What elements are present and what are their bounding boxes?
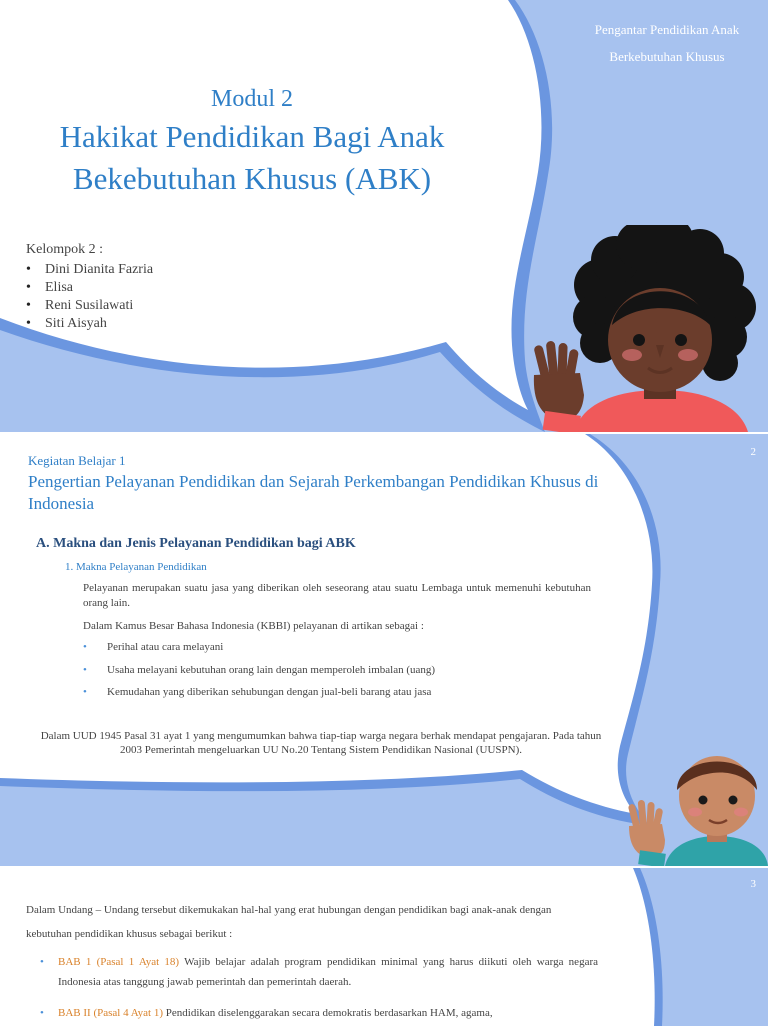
waving-hand <box>533 341 584 432</box>
page-number: 3 <box>750 878 756 890</box>
member-item: • Elisa <box>26 279 153 297</box>
law-text: Wajib belajar adalah program pendidikan minimal yang harus diikuti oleh warga negara Indonesia atas tanggung jawab pemerintah dan pemerintah daerah. <box>58 956 598 988</box>
uud-paragraph: Dalam UUD 1945 Pasal 31 ayat 1 yang mengumumkan bahwa tiap-tiap warga negara berhak mendapat pengajaran. Pada tahun 2003 Pemerintah mengeluarkan UU No.20 Tentang Sistem Pendidikan Nasional (UUSPN). <box>40 730 602 756</box>
section-a-heading: A. Makna dan Jenis Pelayanan Pendidikan bagi ABK <box>36 536 356 551</box>
law-bullet-list <box>40 952 598 1026</box>
slide-1 <box>0 0 768 432</box>
slide-2-title: Pengertian Pelayanan Pendidikan dan Sejarah Perkembangan Pendidikan Khusus di Indonesia <box>28 472 599 513</box>
paragraph-kbbi: Dalam Kamus Besar Bahasa Indonesia (KBBI) pelayanan di artikan sebagai : <box>83 620 424 632</box>
waving-hand <box>628 800 666 866</box>
member-item: • Reni Susilawati <box>26 297 153 315</box>
list-item <box>40 1003 598 1023</box>
list-item: • Perihal atau cara melayani <box>83 640 591 655</box>
title-line-2: Bekebutuhan Khusus (ABK) <box>72 161 432 196</box>
kegiatan-label: Kegiatan Belajar 1 <box>28 453 126 468</box>
waving-boy-illustration <box>625 744 768 866</box>
slide-3-intro: Dalam Undang – Undang tersebut dikemukakan hal-hal yang erat hubungan dengan pendidikan bagi anak-anak dengan kebutuhan pendidikan khusus sebagai berikut : <box>26 904 552 940</box>
slide-1-title <box>0 116 504 200</box>
kbbi-bullet-list <box>83 640 591 708</box>
law-text: Pendidikan diselenggarakan secara demokratis berdasarkan HAM, agama, <box>163 1007 493 1019</box>
slide-2 <box>0 434 768 866</box>
slide-3 <box>0 868 768 1026</box>
subsection-heading: 1. Makna Pelayanan Pendidikan <box>65 561 207 573</box>
title-line-1: Hakikat Pendidikan Bagi Anak <box>59 119 445 154</box>
course-title: Pengantar Pendidikan Anak Berkebutuhan Khusus <box>594 22 740 64</box>
list-item: • Kemudahan yang diberikan sehubungan dengan jual-beli barang atau jasa <box>83 685 591 700</box>
group-label: Kelompok 2 : <box>26 242 103 257</box>
member-item: • Siti Aisyah <box>26 315 153 333</box>
list-item <box>40 952 598 992</box>
list-item: • Usaha melayani kebutuhan orang lain dengan memperoleh imbalan (uang) <box>83 663 591 678</box>
member-item: • Dini Dianita Fazria <box>26 261 153 279</box>
modul-label: Modul 2 <box>210 86 293 112</box>
paragraph-definition: Pelayanan merupakan suatu jasa yang diberikan oleh seseorang atau suatu Lembaga untuk memenuhi kebutuhan orang lain. <box>83 582 591 609</box>
law-reference: BAB II (Pasal 4 Ayat 1) <box>58 1007 164 1019</box>
page-number: 2 <box>750 446 756 458</box>
law-reference: BAB 1 (Pasal 1 Ayat 18) <box>58 956 180 968</box>
waving-girl-illustration <box>520 225 768 432</box>
member-list <box>26 261 153 333</box>
